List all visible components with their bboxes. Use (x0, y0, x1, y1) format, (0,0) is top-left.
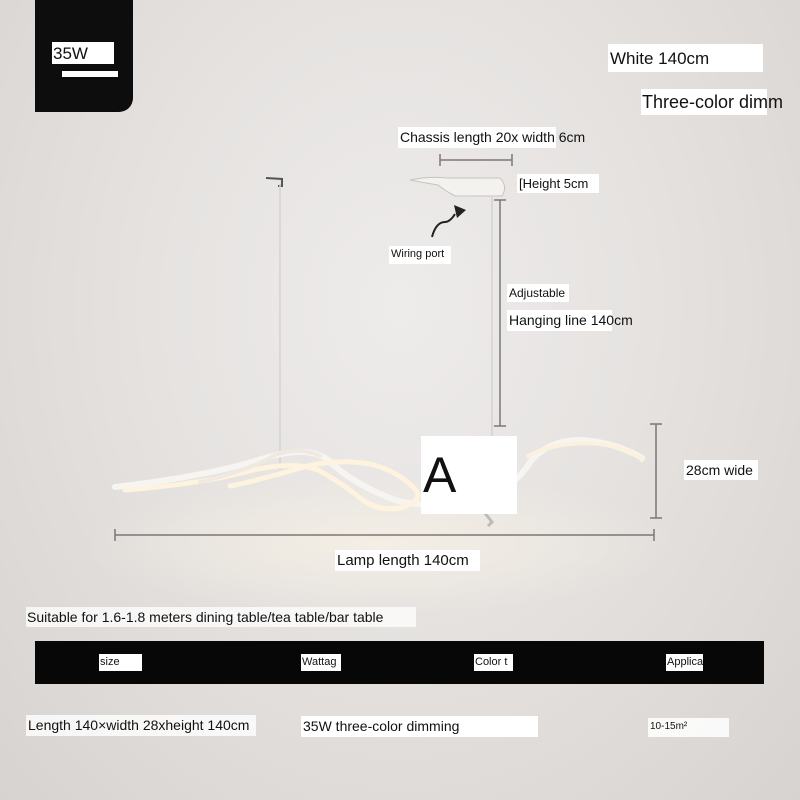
chassis-height-label: [Height 5cm (517, 174, 599, 193)
suitable-for-text: Suitable for 1.6-1.8 meters dining table/tea table/bar table (26, 607, 416, 627)
wiring-arrow (432, 214, 455, 237)
hanging-line-label: Hanging line 140cm (507, 310, 612, 331)
dimming-label: Three-color dimm (641, 89, 767, 115)
spec-cell-size: Length 140×width 28xheight 140cm (26, 715, 256, 736)
spec-header-wattage: Wattag (301, 654, 341, 671)
spec-header-size: size (99, 654, 142, 671)
wattage-badge-label: 35W (52, 42, 114, 64)
spec-table-header (35, 641, 764, 684)
spec-header-color: Color t (474, 654, 513, 671)
color-size-label: White 140cm (608, 44, 763, 72)
width-label: 28cm wide (684, 460, 758, 480)
wiring-port-label: Wiring port (389, 246, 451, 264)
wattage-badge-caption (62, 71, 118, 77)
chassis-size-label: Chassis length 20x width 6cm (398, 127, 556, 148)
spec-cell-application: 10-15m² (648, 718, 729, 737)
adjustable-label: Adjustable (507, 284, 569, 302)
ceiling-canopy (410, 177, 505, 196)
spec-header-application: Applica (666, 654, 703, 671)
wiring-arrow-head (454, 205, 466, 218)
spec-cell-wattage: 35W three-color dimming (301, 716, 538, 737)
model-label: A (421, 436, 517, 514)
lamp-length-label: Lamp length 140cm (335, 550, 480, 571)
